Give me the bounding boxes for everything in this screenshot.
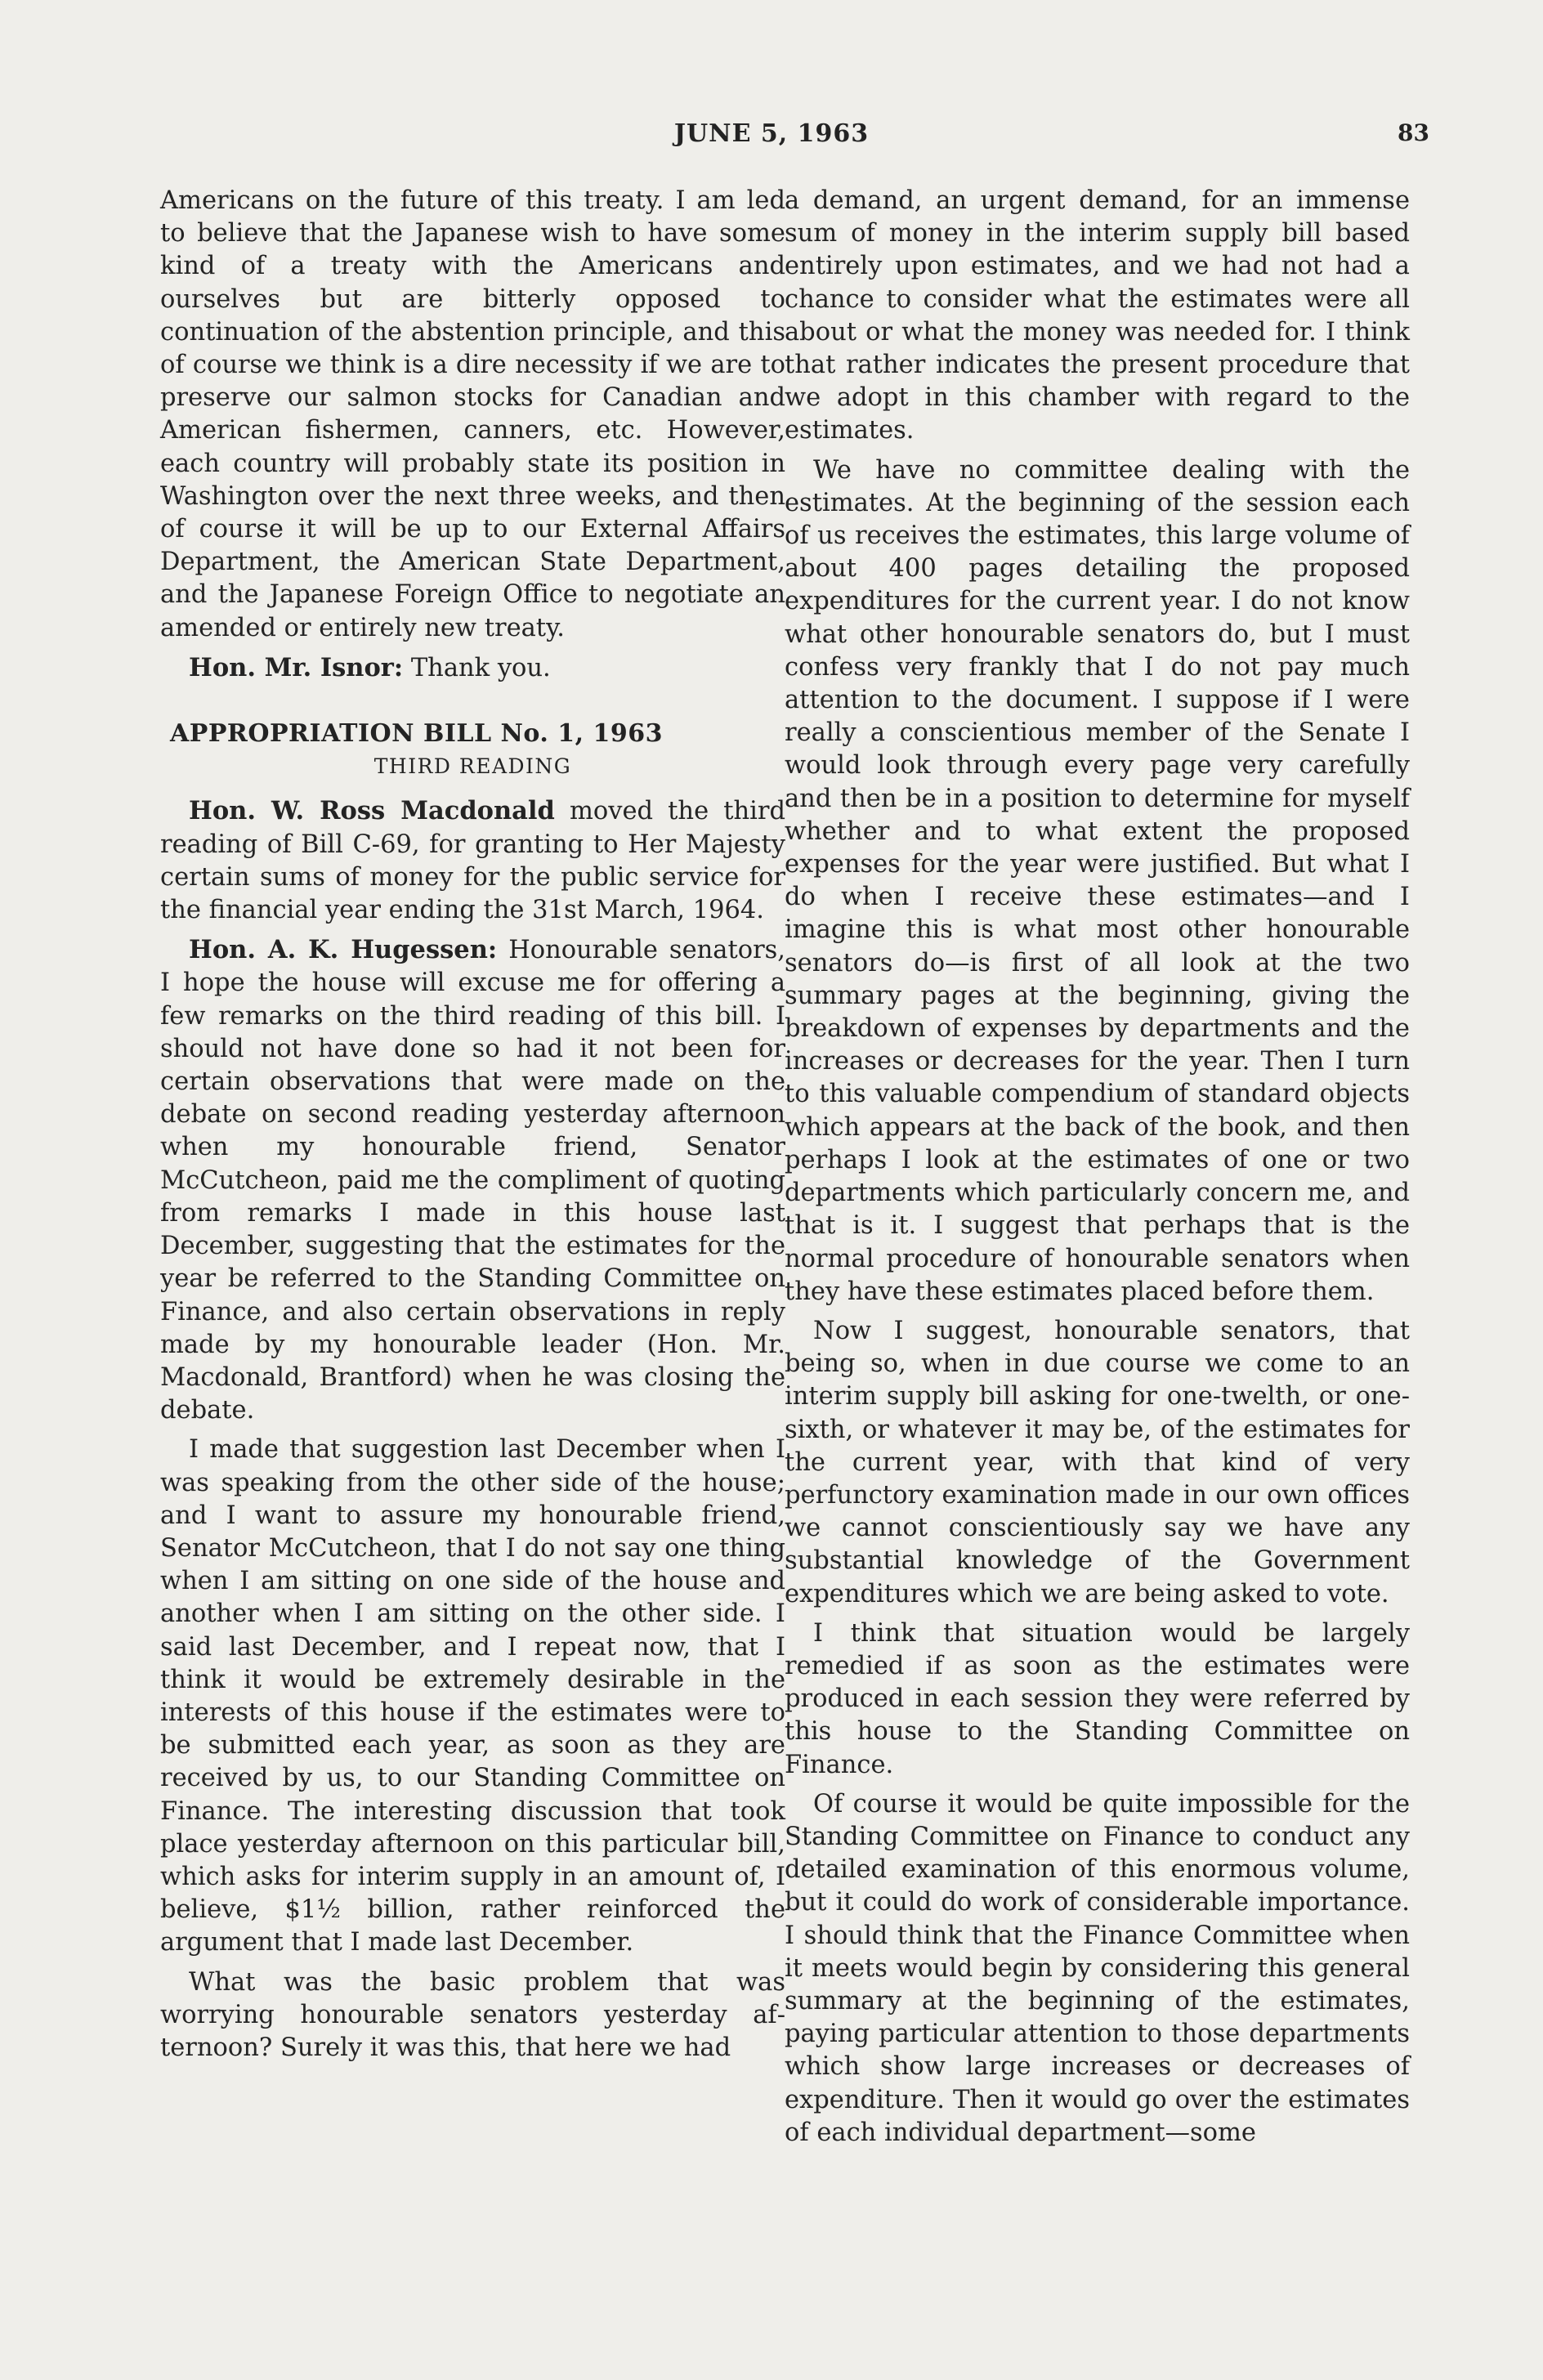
page-number: 83 <box>1398 119 1429 146</box>
paragraph: I made that suggestion last December when I was speaking from the other side of the house; and I want to assure my honourable friend, Senator McCutcheon, that I do not say one thing when I am sitting on one side of the house and another when I am sitting on the other side. I said last December, and I repeat now, that I think it would be extremely desirable in the interests of this house if the estimates were to be submitted each year, as soon as they are received by us, to our Standing Committee on Finance. The interesting discussion that took place yesterday afternoon on this particular bill, which asks for interim supply in an amount of, I believe, $1½ billion, rather reinforced the argument that I made last December. <box>160 1435 785 1957</box>
speech-text: moved the third reading of Bill C-69, for granting to Her Majesty certain sums of money for the public service for the financial year ending the 31st March, 1964. <box>160 797 785 925</box>
paragraph: Now I suggest, honourable senators, that being so, when in due course we come to an interim supply bill asking for one-twelth, or one-sixth, or whatever it may be, of the estimates for the current year, with that kind of very perfunctory examination made in our own offices we cannot conscientiously say we have any substantial knowledge of the Government expenditures which we are being asked to vote. <box>785 1316 1410 1608</box>
left-column <box>160 185 785 2071</box>
paragraph: a demand, an urgent demand, for an immense sum of money in the interim supply bill based entirely upon estimates, and we had not had a chance to consider what the estimates were all about or what the money was needed for. I think that rather indicates the present procedure that we adopt in this chamber with regard to the estimates. <box>785 186 1410 445</box>
section-subheading: THIRD READING <box>373 754 572 779</box>
paragraph: We have no committee dealing with the estimates. At the beginning of the session each of us receives the estimates, this large volume of about 400 pages detailing the proposed expenditures for the current year. I do not know what other honourable senators do, but I must confess very frankly that I do not pay much attention to the document. I suppose if I were really a conscientious member of the Senate I would look through every page very carefully and then be in a position to determine for myself whether and to what extent the proposed expenses for the year were justified. But what I do when I receive these estimates—and I imagine this is what most other honourable senators do—is first of all look at the two summary pages at the beginning, giving the breakdown of expenses by departments and the increases or decreases for the year. Then I turn to this valuable compendium of standard objects which appears at the back of the book, and then perhaps I look at the estimates of one or two departments which particularly concern me, and that is it. I suggest that perhaps that is the normal procedure of honourable senators when they have these estimates placed before them. <box>785 455 1410 1306</box>
page-date: JUNE 5, 1963 <box>673 119 870 148</box>
paragraph-isnor <box>160 651 785 685</box>
page-header <box>0 119 1543 152</box>
speaker-name: Hon. A. K. Hugessen: <box>189 935 498 965</box>
speech-text: Thank you. <box>410 653 551 682</box>
right-column <box>785 185 1410 2156</box>
paragraph: I think that situation would be largely remedied if as soon as the estimates were produced in each session they were referred by this house to the Standing Committee on Finance. <box>785 1618 1410 1779</box>
speaker-name: Hon. W. Ross Macdonald <box>189 796 555 826</box>
paragraph: Of course it would be quite impossible for the Standing Committee on Finance to conduct any detailed examination of this enormous volume, but it could do work of considerable importance. I should think that the Finance Committee when it meets would begin by considering this general summary at the beginning of the estimates, paying particular attention to those departments which show large increases or decreases of expenditure. Then it would go over the estimates of each individual department—some <box>785 1789 1410 2147</box>
speaker-name: Hon. Mr. Isnor: <box>189 652 404 682</box>
paragraph: Americans on the future of this treaty. I am led to believe that the Japanese wish to have some kind of a treaty with the Americans and ourselves but are bitterly opposed to continuation of the abstention principle, and this of course we think is a dire necessity if we are to preserve our salmon stocks for Canadian and American fishermen, canners, etc. However, each country will probably state its position in Washington over the next three weeks, and then of course it will be up to our External Affairs Department, the American State Department, and the Japanese Foreign Office to negotiate an amended or entirely new treaty. <box>160 186 785 642</box>
paragraph: What was the basic problem that was worrying honourable senators yesterday afternoon? Surely it was this, that here we had <box>160 1967 785 2062</box>
speech-text: Honourable senators, I hope the house will excuse me for offering a few remarks on the third reading of this bill. I should not have done so had it not been for certain observations that were made on the debate on second reading yesterday afternoon when my honourable friend, Senator McCutcheon, paid me the compliment of quoting from remarks I made in this house last December, suggesting that the estimates for the year be referred to the Standing Committee on Finance, and also certain observations in reply made by my honourable leader (Hon. Mr. Macdonald, Brantford) when he was closing the debate. <box>160 936 785 1425</box>
section-heading: APPROPRIATION BILL No. 1, 1963 <box>170 719 664 749</box>
paragraph-hugessen <box>160 933 785 1427</box>
paragraph-macdonald <box>160 794 785 927</box>
